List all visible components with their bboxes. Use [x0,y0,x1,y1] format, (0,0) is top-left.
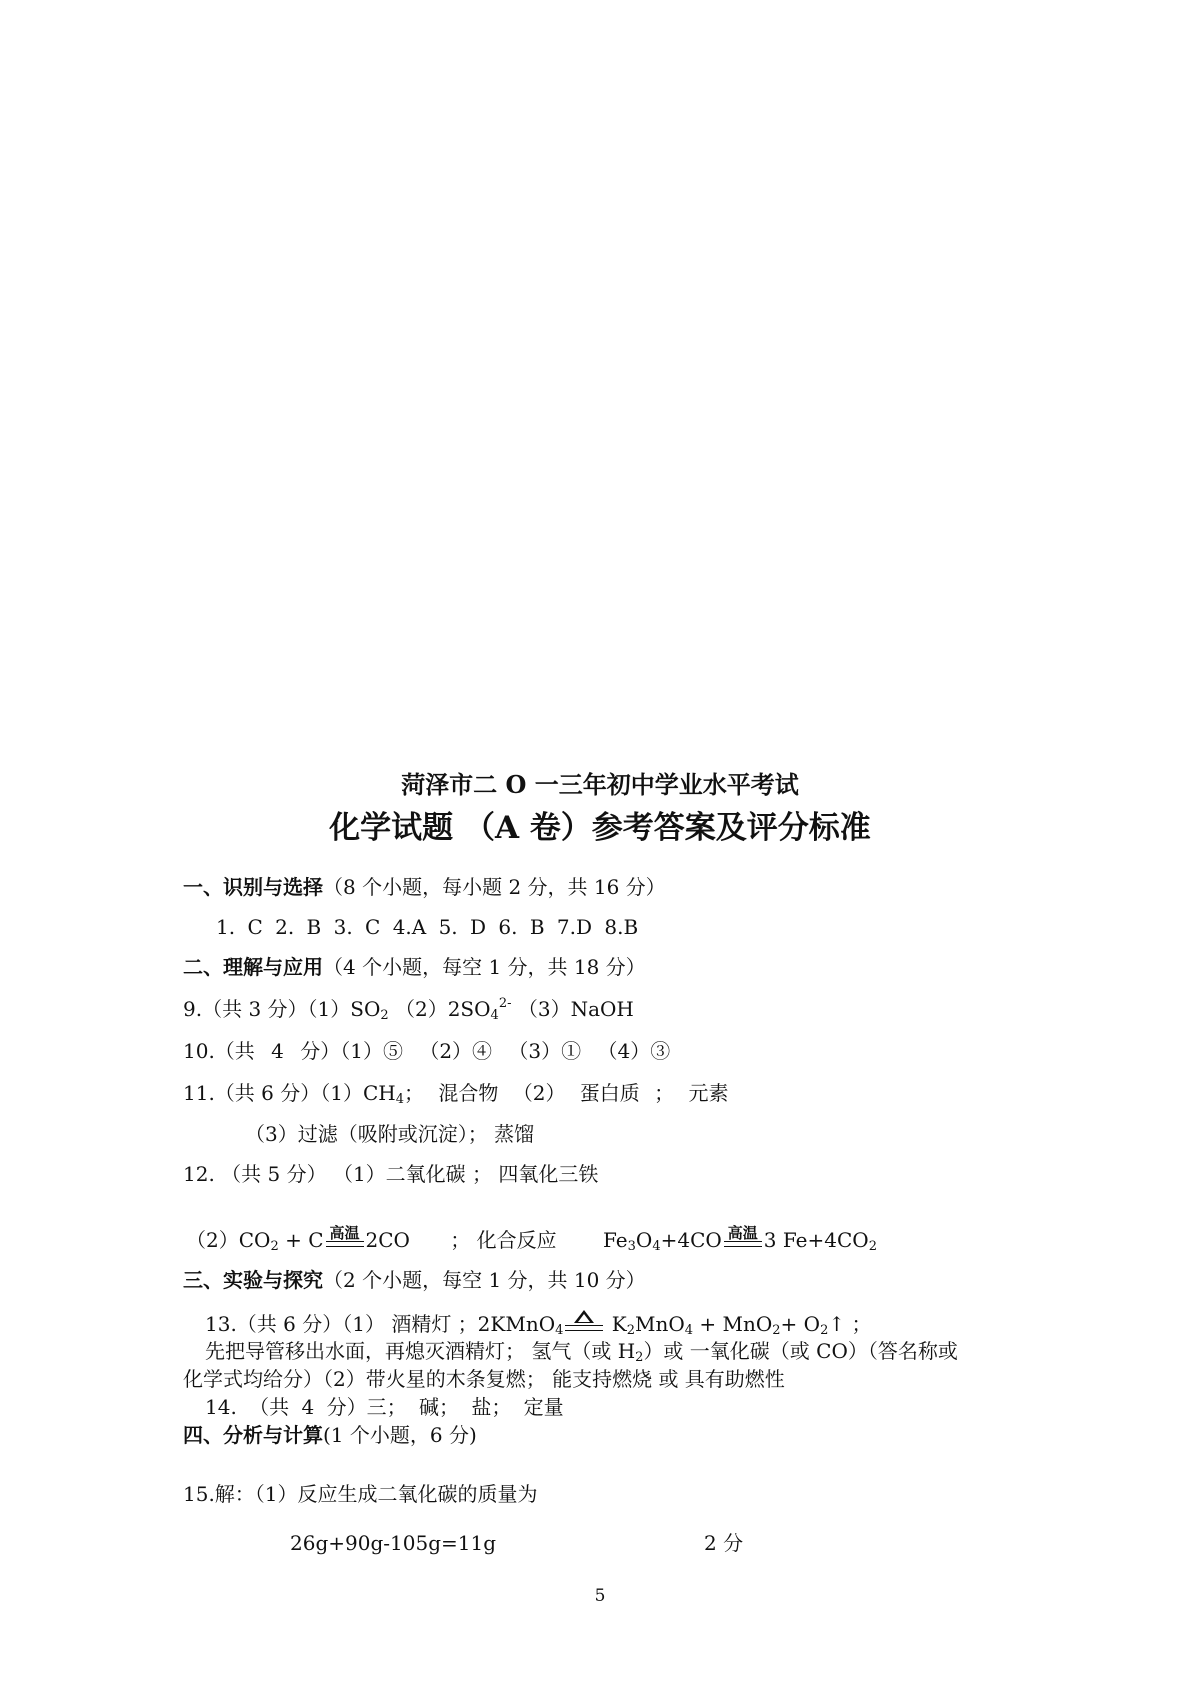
section4-note: (1 个小题，6 分) [323,1423,477,1447]
section1-answers: 1. C 2. B 3. C 4.A 5. D 6. B 7.D 8.B [216,915,639,939]
section3-note: （2 个小题，每空 1 分，共 10 分） [323,1268,646,1292]
section1-heading: 一、识别与选择 [183,875,323,899]
section3-heading: 三、实验与探究 [183,1268,323,1292]
section4-heading-line [183,1422,477,1448]
page-number: 5 [594,1586,606,1606]
high-temp-condition: 高温 [326,1226,364,1253]
question-13-line1: 13.（共 6 分）（1） 酒精灯 ；2KMnO$_4$ $K_2MnO_4 + MnO_2+$ $O_2↑$ ； [205,1312,872,1338]
question-14: 14. （共 4 分）三； 碱； 盐； 定量 [205,1395,564,1419]
question-12-line2: $(2)CO_2 + C$ 高温 2CO ； 化合反应 $Fe_3O_4+4CO$ 高温 3 $Fe+4CO_2$ [186,1224,877,1254]
question-11-line2: （3）过滤（吸附或沉淀）； 蒸馏 [245,1122,535,1146]
section2-heading: 二、理解与应用 [183,955,323,979]
calculation: 26g+90g-105g=11g [290,1531,497,1555]
heat-condition [565,1310,603,1337]
question-11-line1: 11.（共 6 分）$(1)CH_4$； 混合物 （2） 蛋白质 ； 元素 [183,1081,729,1107]
heat-triangle-icon [574,1310,594,1323]
section3-heading-line [183,1267,646,1293]
section2-heading-line [183,954,646,980]
question-13-line2: 先把导管移出水面，再熄灭酒精灯； 氢气（或 $H_2$）或 一氧化碳（或 CO）（答名称或 [205,1339,958,1365]
calculation-score: 2 分 [704,1531,744,1555]
answer-key-title: 化学试题 （A 卷）参考答案及评分标准 [329,810,871,846]
question-13-line3: 化学式均给分）（2）带火星的木条复燃； 能支持燃烧 或 具有助燃性 [183,1367,785,1391]
section4-heading: 四、分析与计算 [183,1423,323,1447]
question-10: 10.（共 4 分）（1）⑤ （2）④ （3）① （4）③ [183,1039,671,1063]
equals-sign [565,1325,603,1331]
question-15: 15.解：（1）反应生成二氧化碳的质量为 [183,1482,538,1506]
question-12-line1: 12. （共 5 分） （1）二氧化碳 ； 四氧化三铁 [183,1162,599,1186]
section1-note: （8 个小题，每小题 2 分，共 16 分） [323,875,666,899]
question-9: 9.（共 3 分）$(1)SO_2$ $(2)2SO_4^{2-}$ （3）NaOH [183,996,634,1023]
exam-title: 菏泽市二 O 一三年初中学业水平考试 [401,770,799,799]
section2-note: （4 个小题，每空 1 分，共 18 分） [323,955,646,979]
section1-heading-line [183,874,666,900]
high-temp-condition: 高温 [724,1226,762,1253]
